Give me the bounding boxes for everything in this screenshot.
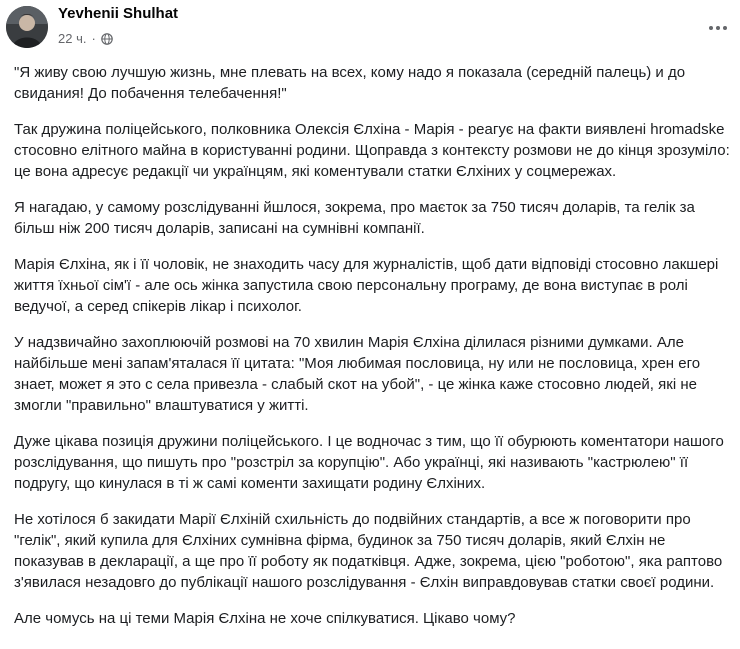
post-paragraph: Не хотілося б закидати Марії Єлхіній схильність до подвійних стандартів, а все ж поговорити про "гелік", який купила для Єлхіних сумнівна фірма, будинок за 750 тисяч доларів, який Єлхін не показував в декларації, а ще про її роботу як податківця. Адже, зокрема, цією "роботою", яка раптово з'явилася незадовго до публікації нашого розслідування - Єлхін виправдовував статки своєї родини. [14,511,723,591]
post-paragraph: У надзвичайно захоплюючій розмові на 70 хвилин Марія Єлхіна ділилася різними думками. Але найбільше мені запам'яталася її цитата: "Моя любимая пословица, ну или не пословица, хрен его знает, может я это с села привезла - слабый скот на убой", - це жінка каже стосовно людей, які не змогли "правильно" влаштуватися у житті. [14,334,701,414]
post-body [14,62,730,644]
author-name[interactable]: Yevhenii Shulhat [58,5,179,22]
separator-dot: · [91,31,96,46]
post-paragraph: Але чомусь на ці теми Марія Єлхіна не хоче спілкуватися. Цікаво чому? [14,610,516,627]
post-paragraph: Я нагадаю, у самому розслідуванні йшлося, зокрема, про маєток за 750 тисяч доларів, та гелік за більш ніж 200 тисяч доларів, записані на сумнівні компанії. [14,199,695,237]
post-paragraph: Марія Єлхіна, як і її чоловік, не знаходить часу для журналістів, щоб дати відповіді стосовно лакшері життя їхньої сім'ї - але ось жінка запустила свою персональну програму, де вона виступає в ролі ведучої, а серед спікерів лікар і психолог. [14,256,719,315]
post-paragraph: Так дружина поліцейського, полковника Олексія Єлхіна - Марія - реагує на факти виявлені hromadske стосовно елітного майна в користуванні родини. Щоправда з контексту розмови не до кінця зрозуміло: це вона адресує редакції чи українцям, які коментували статки Єлхіних у соцмережах. [14,121,730,180]
post-timestamp[interactable]: 22 ч. [58,31,87,46]
post-paragraph: Дуже цікава позиція дружини поліцейського. І це водночас з тим, що її обурюють коментатори нашого розслідування, що пишуть про "розстріл за корупцію". Або українці, які називають "кастрюлею" її подругу, що кинулася в ті ж самі коменти захищати родину Єлхіних. [14,433,724,492]
post-paragraph: "Я живу свою лучшую жизнь, мне плевать на всех, кому надо я показала (середній палець) и до свидания! До побачення телебачення!" [14,64,686,102]
more-options-button[interactable] [706,16,730,40]
post-header [0,0,740,58]
author-avatar[interactable] [6,6,48,48]
more-horizontal-icon [708,25,728,31]
avatar-image [6,6,48,48]
globe-icon[interactable] [101,33,113,45]
post-meta [58,31,113,46]
